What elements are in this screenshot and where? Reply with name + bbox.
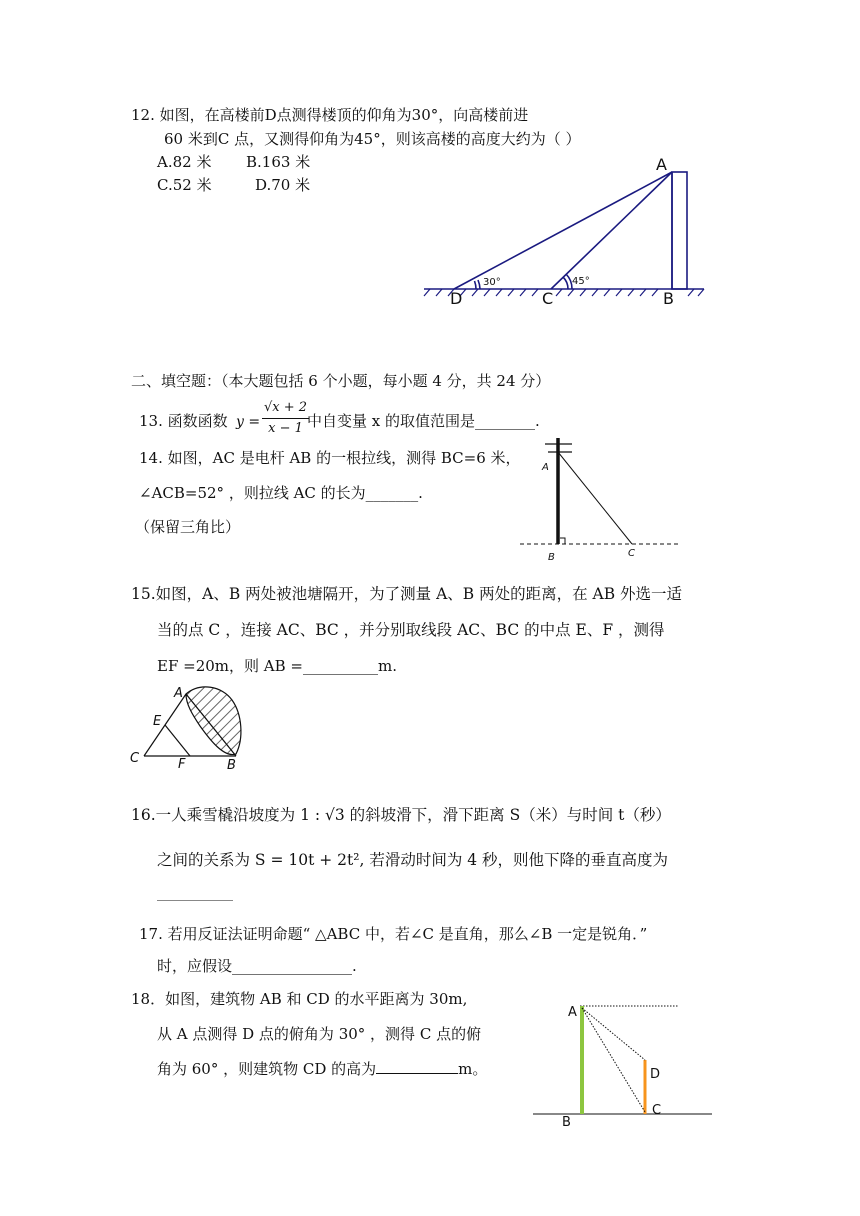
q18-label-c: C — [652, 1103, 662, 1118]
q15-label-b: B — [227, 758, 236, 773]
q12-line1: 12. 如图，在高楼前D点测得楼顶的仰角为30°，向高楼前进 — [131, 106, 529, 124]
q18-label-d: D — [650, 1067, 661, 1082]
q12-label-d: D — [450, 289, 463, 308]
q12-label-b: B — [663, 289, 674, 308]
q18-line3-pre: 角为 60° ，则建筑物 CD 的高为 — [157, 1060, 377, 1078]
q15-label-e: E — [153, 714, 162, 729]
q12-angle-30: 30° — [483, 277, 501, 288]
q15-line3: EF =20m，则 AB =__________m. — [157, 657, 397, 675]
q17-line1: 17. 若用反证法证明命题“ △ABC 中，若∠C 是直角，那么∠B 一定是锐角．” — [139, 925, 648, 943]
q18-line3-post: m。 — [458, 1060, 488, 1078]
q15-label-f: F — [178, 757, 186, 772]
q15-label-c: C — [130, 751, 140, 766]
q18-label-a: A — [568, 1005, 577, 1020]
q13-numerator: √x + 2 — [262, 398, 309, 419]
q15-line1: 15.如图，A、B 两处被池塘隔开，为了测量 A、B 两处的距离，在 AB 外选一适 — [131, 585, 683, 603]
q14-line3: （保留三角比） — [135, 518, 241, 536]
q12-option-d: D.70 米 — [255, 176, 311, 194]
q12-label-c: C — [542, 289, 554, 308]
q18-line2: 从 A 点测得 D 点的俯角为 30° ，测得 C 点的俯 — [157, 1025, 482, 1043]
q14-label-c: C — [628, 548, 635, 559]
q14-label-a: A — [542, 462, 549, 473]
q18-line1: 18．如图，建筑物 AB 和 CD 的水平距离为 30m, — [131, 990, 468, 1008]
q14-line2: ∠ACB=52° ，则拉线 AC 的长为_______. — [139, 484, 423, 502]
q14-label-b: B — [548, 552, 555, 563]
q12-option-c: C.52 米 — [157, 176, 212, 194]
q16-line1: 16.一人乘雪橇沿坡度为 1 : √3 的斜坡滑下，滑下距离 S（米）与时间 t（秒） — [131, 806, 671, 824]
q13-suffix: 中自变量 x 的取值范围是________. — [307, 412, 540, 430]
q12-angle-45: 45° — [572, 276, 590, 287]
q12-option-b: B.163 米 — [246, 153, 311, 171]
q13-prefix: 13. 函数函数 — [139, 412, 228, 430]
q17-line2: 时，应假设________________. — [157, 957, 357, 975]
q15-label-a: A — [174, 686, 183, 701]
q13-y: y = — [236, 414, 261, 430]
q12-label-a: A — [656, 155, 667, 174]
q18-label-b: B — [562, 1115, 571, 1130]
q12-line2: 60 米到C 点，又测得仰角为45°，则该高楼的高度大约为（ ） — [164, 130, 581, 148]
q13-denominator: x − 1 — [268, 421, 303, 436]
section2-title: 二、填空题：（本大题包括 6 个小题，每小题 4 分，共 24 分） — [131, 372, 551, 390]
q12-option-a: A.82 米 — [157, 153, 212, 171]
q16-line2: 之间的关系为 S = 10t + 2t², 若滑动时间为 4 秒，则他下降的垂直高度为 — [157, 851, 669, 869]
q14-line1: 14. 如图，AC 是电杆 AB 的一根拉线，测得 BC=6 米， — [139, 449, 521, 467]
q15-line2: 当的点 C ，连接 AC、BC ，并分别取线段 AC、BC 的中点 E、F ，测得 — [157, 621, 665, 639]
